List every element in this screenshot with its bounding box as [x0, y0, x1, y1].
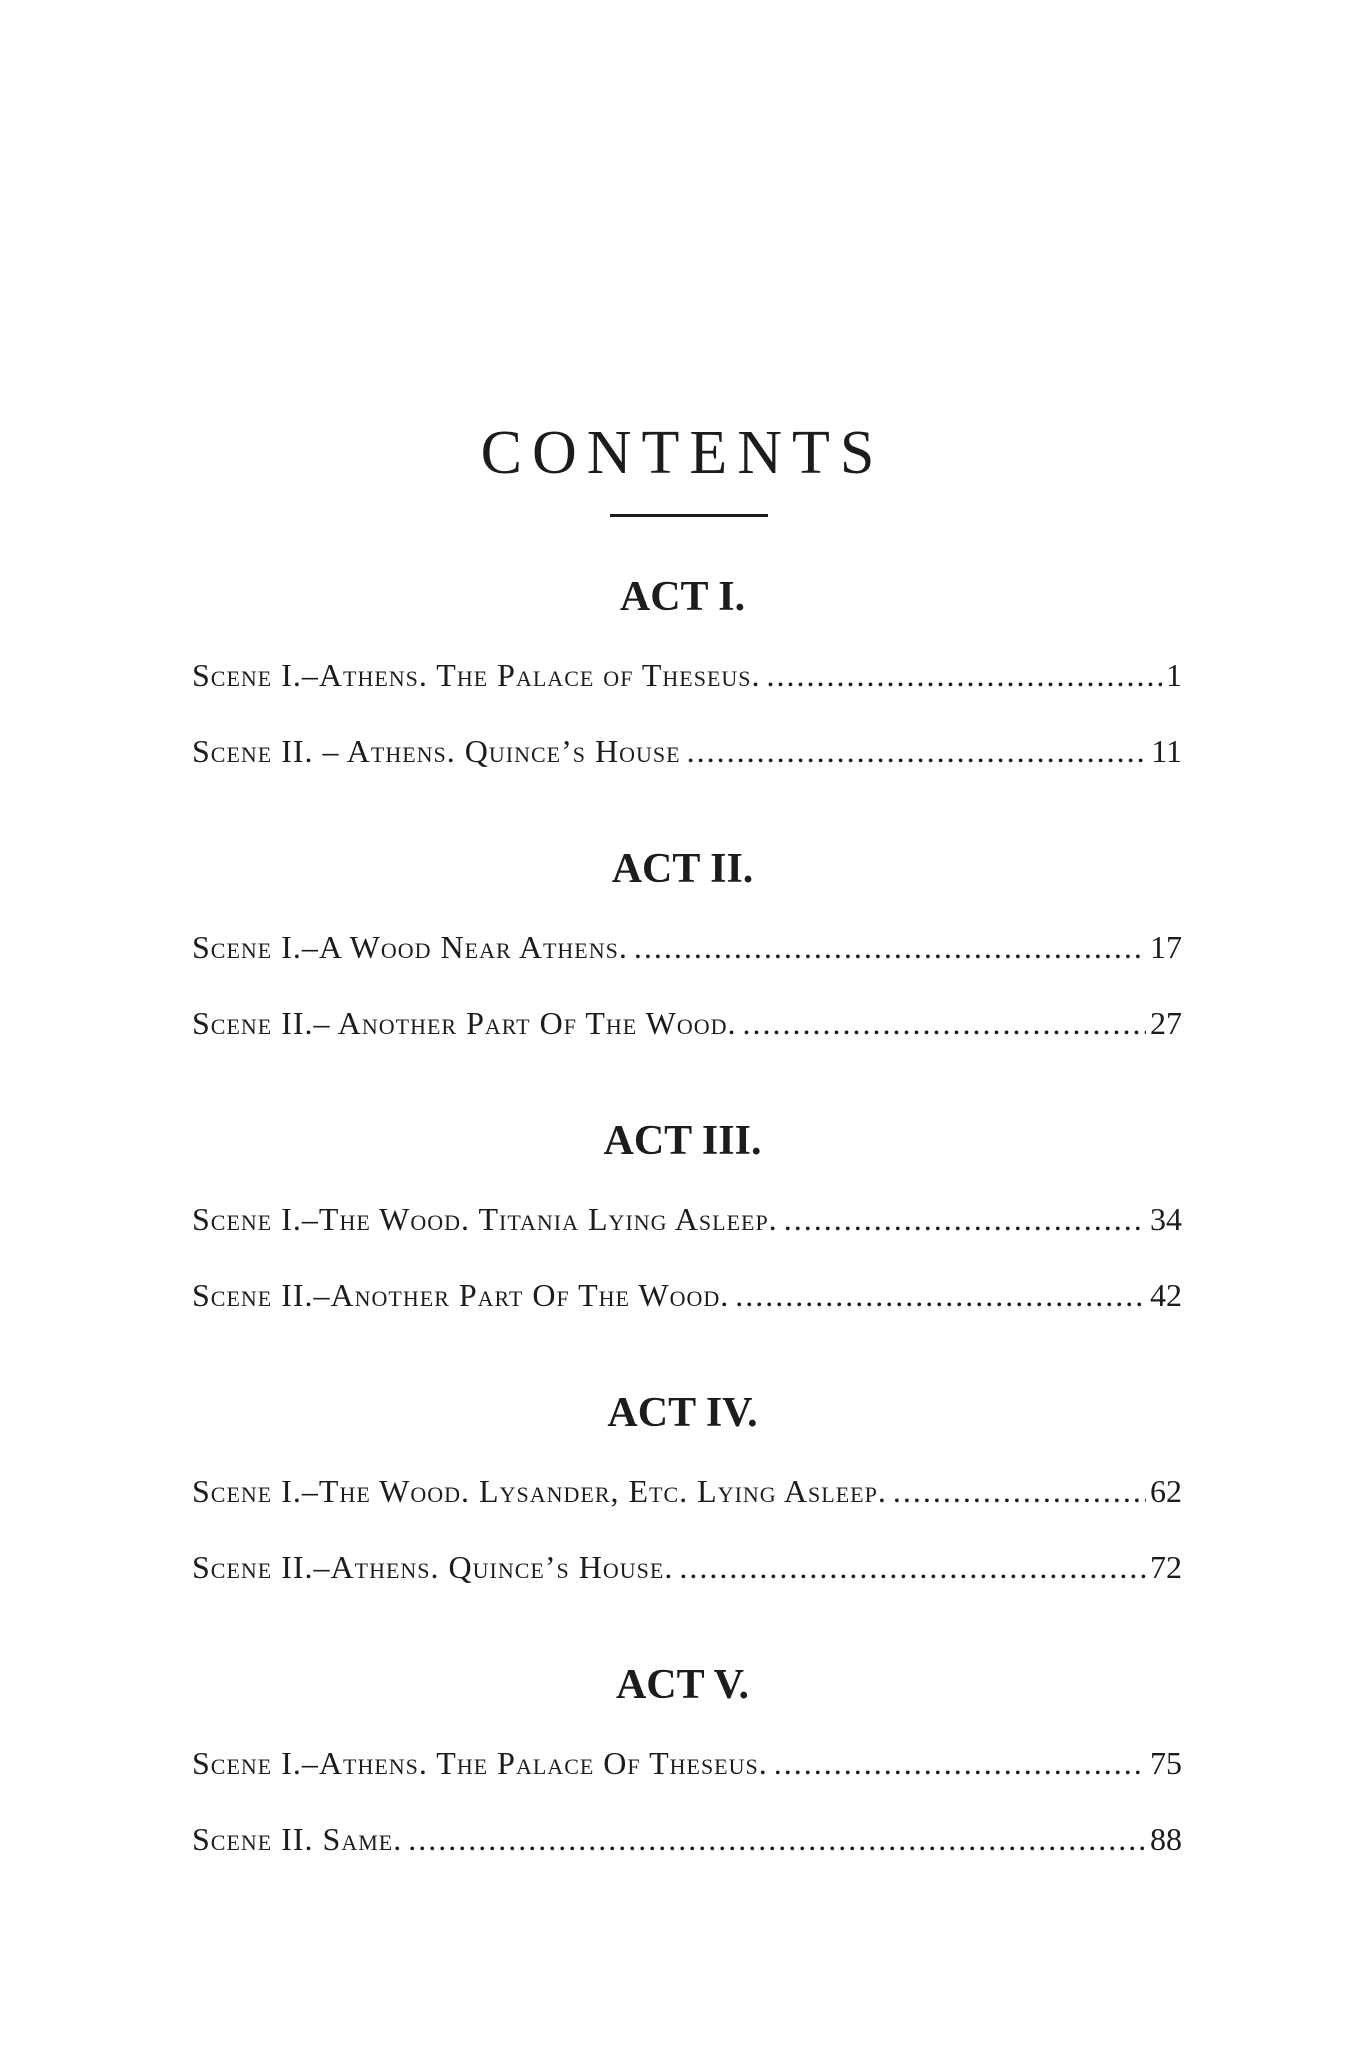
- page-number: 34: [1150, 1201, 1182, 1237]
- dot-leader: [735, 1272, 1146, 1318]
- scene-title: Scene II. Same.: [192, 1821, 403, 1857]
- act-heading: ACT III.: [603, 1118, 762, 1164]
- act-heading: ACT V.: [615, 1662, 750, 1708]
- toc-entry[interactable]: [192, 652, 1182, 698]
- scene-title: Scene I.–Athens. The Palace of Theseus.: [192, 657, 761, 693]
- page-number: 11: [1151, 733, 1182, 769]
- toc-entry[interactable]: [192, 728, 1182, 774]
- scene-title: Scene I.–The Wood. Titania Lying Asleep.: [192, 1201, 778, 1237]
- page-number: 42: [1150, 1277, 1182, 1313]
- scene-title: Scene II.–Athens. Quince’s House.: [192, 1549, 674, 1585]
- dot-leader: [408, 1816, 1146, 1862]
- dot-leader: [893, 1468, 1146, 1514]
- toc-entry[interactable]: [192, 1000, 1182, 1046]
- scene-title: Scene I.–Athens. The Palace Of Theseus.: [192, 1745, 768, 1781]
- page-number: 72: [1150, 1549, 1182, 1585]
- page-number: 27: [1150, 1005, 1182, 1041]
- scene-title: Scene II.– Another Part Of The Wood.: [192, 1005, 737, 1041]
- toc-entry[interactable]: [192, 924, 1182, 970]
- scene-title: Scene I.–A Wood Near Athens.: [192, 929, 628, 965]
- page-number: 88: [1150, 1821, 1182, 1857]
- act-heading: ACT II.: [611, 846, 754, 892]
- toc-entry[interactable]: [192, 1468, 1182, 1514]
- page-title: CONTENTS: [480, 419, 885, 487]
- page-number: 75: [1150, 1745, 1182, 1781]
- toc-entry[interactable]: [192, 1544, 1182, 1590]
- dot-leader: [774, 1740, 1146, 1786]
- dot-leader: [743, 1000, 1146, 1046]
- dot-leader: [679, 1544, 1146, 1590]
- scene-title: Scene II. – Athens. Quince’s House: [192, 733, 681, 769]
- dot-leader: [767, 652, 1162, 698]
- toc-entry[interactable]: [192, 1816, 1182, 1862]
- page-number: 62: [1150, 1473, 1182, 1509]
- toc-entry[interactable]: [192, 1740, 1182, 1786]
- toc-entry[interactable]: [192, 1196, 1182, 1242]
- act-heading: ACT IV.: [607, 1390, 758, 1436]
- toc-entry[interactable]: [192, 1272, 1182, 1318]
- dot-leader: [687, 728, 1148, 774]
- scene-title: Scene II.–Another Part Of The Wood.: [192, 1277, 730, 1313]
- scene-title: Scene I.–The Wood. Lysander, Etc. Lying Asleep.: [192, 1473, 887, 1509]
- dot-leader: [784, 1196, 1146, 1242]
- title-underline: [610, 514, 768, 517]
- dot-leader: [634, 924, 1146, 970]
- act-heading: ACT I.: [619, 574, 746, 620]
- page-number: 17: [1150, 929, 1182, 965]
- page-number: 1: [1166, 657, 1182, 693]
